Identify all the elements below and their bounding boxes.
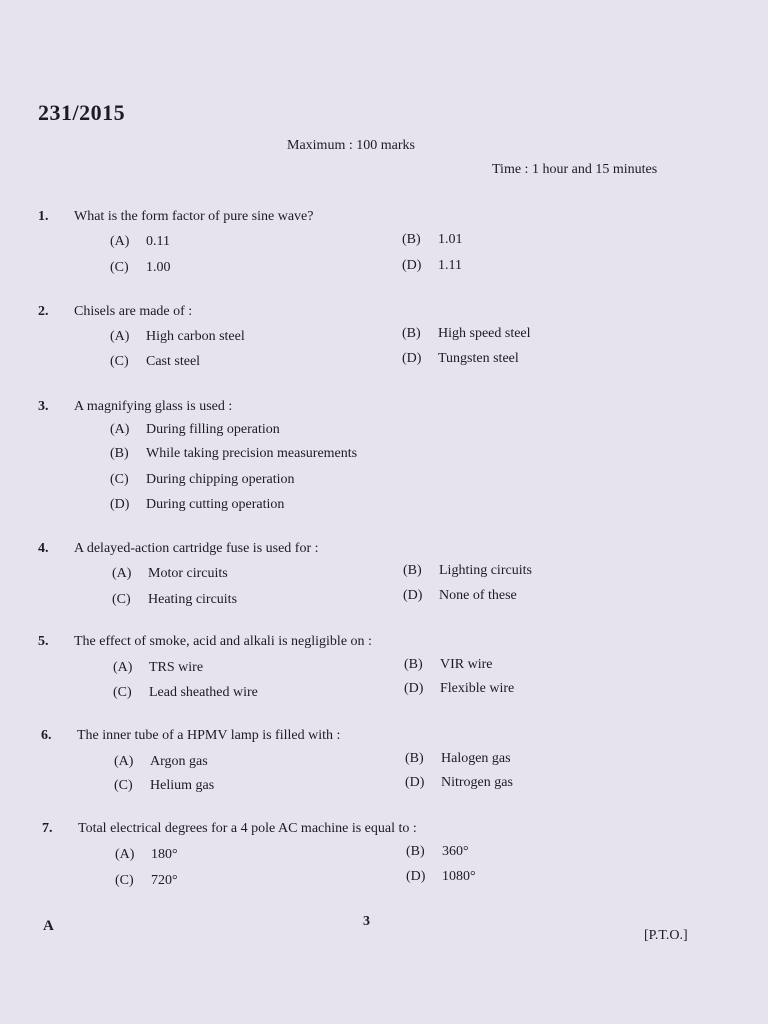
option-c: [115, 873, 178, 889]
option-label: (A): [110, 422, 130, 437]
question-number: 6.: [41, 728, 52, 743]
option-text: TRS wire: [149, 660, 204, 675]
option-text: Motor circuits: [148, 566, 228, 581]
option-b: [405, 751, 511, 767]
option-label: (A): [110, 234, 130, 249]
option-label: (D): [406, 869, 426, 884]
option-a: [110, 329, 245, 345]
option-text: None of these: [439, 588, 517, 603]
time-limit: Time : 1 hour and 15 minutes: [492, 162, 658, 177]
option-b: [402, 326, 531, 342]
option-b: [404, 657, 493, 673]
question-number: 2.: [38, 304, 49, 319]
option-a: [113, 660, 203, 676]
option-label: (A): [115, 847, 135, 862]
option-a: [114, 754, 208, 770]
option-label: (B): [110, 446, 129, 461]
question-text: The inner tube of a HPMV lamp is filled with :: [77, 728, 341, 743]
option-text: High speed steel: [438, 326, 531, 341]
option-label: (C): [110, 354, 129, 369]
option-b: [402, 232, 463, 248]
option-text: Heating circuits: [148, 592, 238, 607]
option-text: Flexible wire: [440, 681, 515, 696]
option-label: (B): [405, 751, 424, 766]
option-d: [405, 775, 513, 791]
option-label: (C): [110, 472, 129, 487]
page-number: 3: [363, 914, 370, 929]
option-text: Nitrogen gas: [441, 775, 513, 790]
option-text: Lighting circuits: [439, 563, 532, 578]
question-text: Chisels are made of :: [74, 304, 193, 319]
option-label: (A): [113, 660, 133, 675]
option-label: (D): [405, 775, 425, 790]
option-label: (D): [402, 351, 422, 366]
option-d: [404, 681, 514, 697]
question-number: 1.: [38, 209, 49, 224]
question-number: 7.: [42, 821, 53, 836]
option-label: (A): [112, 566, 132, 581]
option-label: (A): [114, 754, 134, 769]
option-text: 1.01: [438, 232, 463, 247]
option-a: [112, 566, 228, 582]
option-text: 360°: [442, 844, 469, 859]
option-text: 720°: [151, 873, 178, 888]
option-label: (A): [110, 329, 130, 344]
option-a: [110, 422, 280, 438]
option-text: High carbon steel: [146, 329, 245, 344]
paper-code: 231/2015: [38, 100, 126, 125]
option-c: [114, 778, 214, 794]
series-code: A: [43, 918, 54, 934]
option-label: (C): [112, 592, 131, 607]
option-text: Cast steel: [146, 354, 201, 369]
option-label: (B): [402, 326, 421, 341]
option-text: 180°: [151, 847, 178, 862]
pto-label: [P.T.O.]: [644, 928, 688, 943]
option-c: [110, 260, 171, 276]
option-label: (B): [404, 657, 423, 672]
option-label: (C): [114, 778, 133, 793]
question-number: 3.: [38, 399, 49, 414]
maximum-marks: Maximum : 100 marks: [287, 138, 415, 153]
option-c: [113, 685, 258, 701]
option-text: Tungsten steel: [438, 351, 519, 366]
option-text: Helium gas: [150, 778, 215, 793]
question-number: 5.: [38, 634, 49, 649]
option-c: [110, 472, 295, 488]
option-text: 0.11: [146, 234, 170, 249]
option-d: [402, 351, 519, 367]
option-b: [406, 844, 469, 860]
option-label: (B): [402, 232, 421, 247]
option-d: [406, 869, 476, 885]
option-label: (C): [115, 873, 134, 888]
option-text: Halogen gas: [441, 751, 511, 766]
option-b: [403, 563, 532, 579]
option-label: (C): [113, 685, 132, 700]
option-a: [115, 847, 178, 863]
option-label: (D): [403, 588, 423, 603]
option-text: During filling operation: [146, 422, 280, 437]
option-c: [110, 354, 200, 370]
question-text: The effect of smoke, acid and alkali is negligible on :: [74, 634, 372, 649]
option-text: VIR wire: [440, 657, 493, 672]
option-label: (B): [403, 563, 422, 578]
option-a: [110, 234, 170, 250]
option-c: [112, 592, 237, 608]
question-text: A magnifying glass is used :: [74, 399, 233, 414]
option-label: (C): [110, 260, 129, 275]
question-number: 4.: [38, 541, 49, 556]
option-label: (D): [402, 258, 422, 273]
option-text: 1.00: [146, 260, 171, 275]
question-text: A delayed-action cartridge fuse is used for :: [74, 541, 319, 556]
option-text: 1080°: [442, 869, 476, 884]
option-label: (B): [406, 844, 425, 859]
option-text: Argon gas: [150, 754, 208, 769]
option-d: [110, 497, 284, 513]
option-label: (D): [404, 681, 424, 696]
option-b: [110, 446, 357, 462]
option-text: 1.11: [438, 258, 462, 273]
option-label: (D): [110, 497, 130, 512]
option-d: [403, 588, 517, 604]
question-text: What is the form factor of pure sine wave?: [74, 209, 314, 224]
option-text: During cutting operation: [146, 497, 285, 512]
option-text: During chipping operation: [146, 472, 295, 487]
option-d: [402, 258, 462, 274]
question-text: Total electrical degrees for a 4 pole AC machine is equal to :: [78, 821, 417, 836]
option-text: While taking precision measurements: [146, 446, 358, 461]
option-text: Lead sheathed wire: [149, 685, 258, 700]
